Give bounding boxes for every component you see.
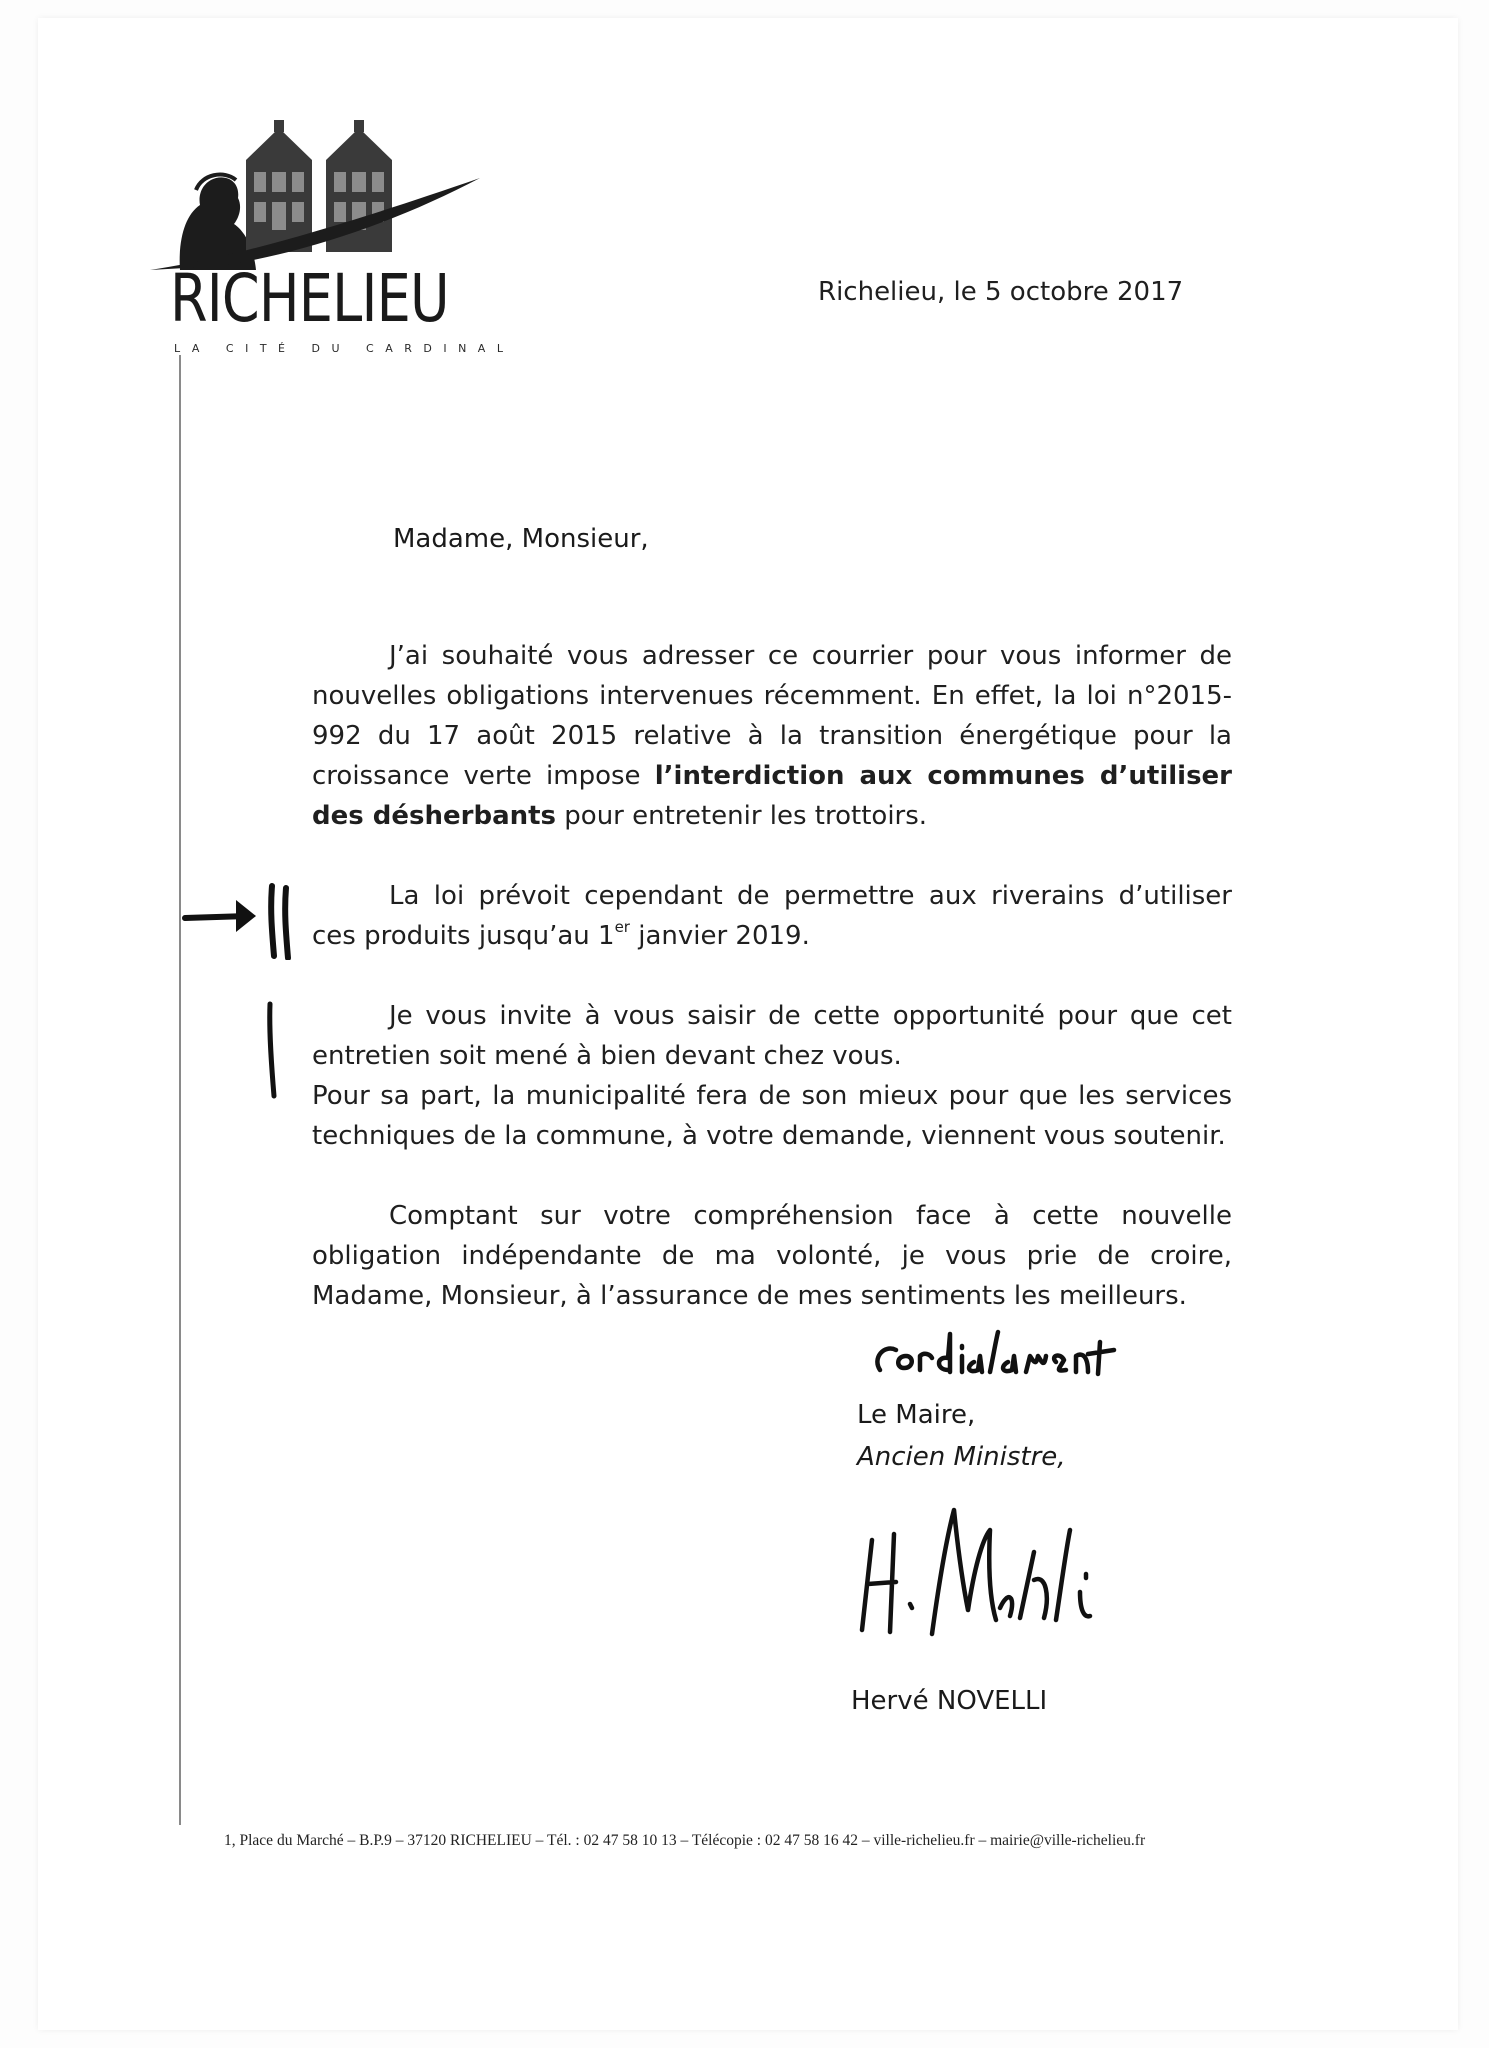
paragraph-1-text-b: pour entretenir les trottoirs.	[556, 801, 928, 831]
footer-address: 1, Place du Marché – B.P.9 – 37120 RICHELIEU – Tél. : 02 47 58 10 13 – Télécopie : 02 47 58 16 42 – ville-richelieu.fr – mairie@ville-richelieu.fr	[224, 1832, 1146, 1849]
signer-name: Hervé NOVELLI	[851, 1686, 1048, 1716]
paragraph-4-text: Comptant sur votre compréhension face à cette nouvelle obligation indépendante de ma volonté, je vous prie de croire, Madame, Monsieur, à l’assurance de mes sentiments les meilleurs.	[312, 1201, 1232, 1311]
letter-date: Richelieu, le 5 octobre 2017	[818, 277, 1184, 307]
signature	[850, 1500, 1100, 1640]
paragraph-3-text-a: Je vous invite à vous saisir de cette opportunité pour que cet entretien soit mené à bien devant chez vous.	[312, 1001, 1232, 1071]
paragraph-1	[312, 636, 1232, 836]
paragraph-2-text-a: La loi prévoit cependant de permettre aux riverains d’utiliser ces produits jusqu’au 1	[312, 881, 1232, 951]
handwritten-bar-icon	[262, 1000, 282, 1100]
logo-wordmark: RICHELIEU	[170, 260, 449, 337]
paragraph-1-bold: l’interdiction aux communes d’utiliser des désherbants	[312, 761, 1232, 831]
superscript-er: er	[614, 918, 630, 936]
paragraph-2-text-b: janvier 2019.	[629, 921, 810, 951]
paragraph-2	[312, 876, 1232, 956]
paragraph-3-text-b: Pour sa part, la municipalité fera de son mieux pour que les services techniques de la commune, à votre demande, viennent vous soutenir.	[312, 1081, 1232, 1151]
paragraph-3	[312, 996, 1232, 1156]
salutation: Madame, Monsieur,	[393, 524, 649, 554]
mayor-subtitle: Ancien Ministre,	[857, 1442, 1066, 1472]
handwritten-arrow-icon	[180, 880, 310, 960]
richelieu-logo	[150, 120, 515, 355]
paragraph-1-text-a: J’ai souhaité vous adresser ce courrier pour vous informer de nouvelles obligations intervenues récemment. En effet, la loi n°2015-992 du 17 août 2015 relative à la transition énergétique pour la croissance verte impose	[312, 641, 1232, 791]
margin-rule	[179, 355, 181, 1825]
mayor-title: Le Maire,	[857, 1400, 976, 1430]
cardinal-logo-icon	[150, 120, 490, 270]
logo-tagline: LA CITÉ DU CARDINAL	[174, 342, 515, 355]
paragraph-4	[312, 1196, 1232, 1316]
handwritten-cordialement	[870, 1322, 1130, 1392]
